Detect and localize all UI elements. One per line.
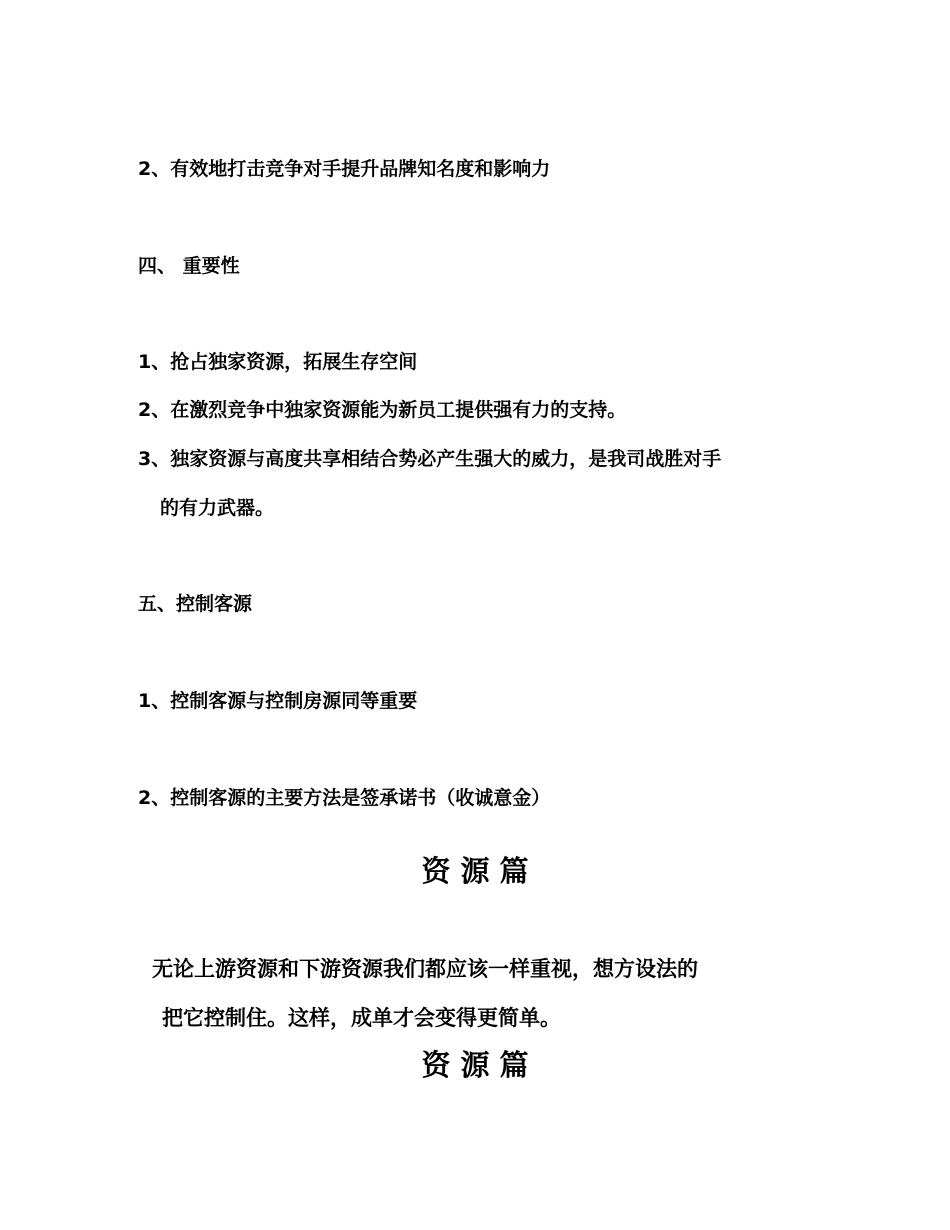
resource-chapter-title-repeat: 资源篇 bbox=[421, 1048, 539, 1082]
importance-item-2: 2、在激烈竞争中独家资源能为新员工提供强有力的支持。 bbox=[138, 399, 627, 421]
importance-item-3-line-2: 的有力武器。 bbox=[160, 497, 275, 519]
resource-chapter-title: 资源篇 bbox=[421, 854, 539, 888]
importance-item-1: 1、抢占独家资源，拓展生存空间 bbox=[138, 351, 418, 373]
effect-item-2: 2、有效地打击竞争对手提升品牌知名度和影响力 bbox=[138, 158, 551, 180]
importance-heading: 四、 重要性 bbox=[138, 255, 240, 277]
importance-item-3-line-1: 3、独家资源与高度共享相结合势必产生强大的威力，是我司战胜对手 bbox=[138, 448, 722, 470]
resource-intro-line-2: 把它控制住。这样，成单才会变得更简单。 bbox=[162, 1006, 561, 1030]
resource-intro-line-1: 无论上游资源和下游资源我们都应该一样重视，想方设法的 bbox=[152, 957, 698, 981]
control-heading: 五、控制客源 bbox=[138, 593, 253, 615]
control-item-2: 2、控制客源的主要方法是签承诺书（收诚意金） bbox=[138, 787, 551, 809]
control-item-1: 1、控制客源与控制房源同等重要 bbox=[138, 690, 418, 712]
